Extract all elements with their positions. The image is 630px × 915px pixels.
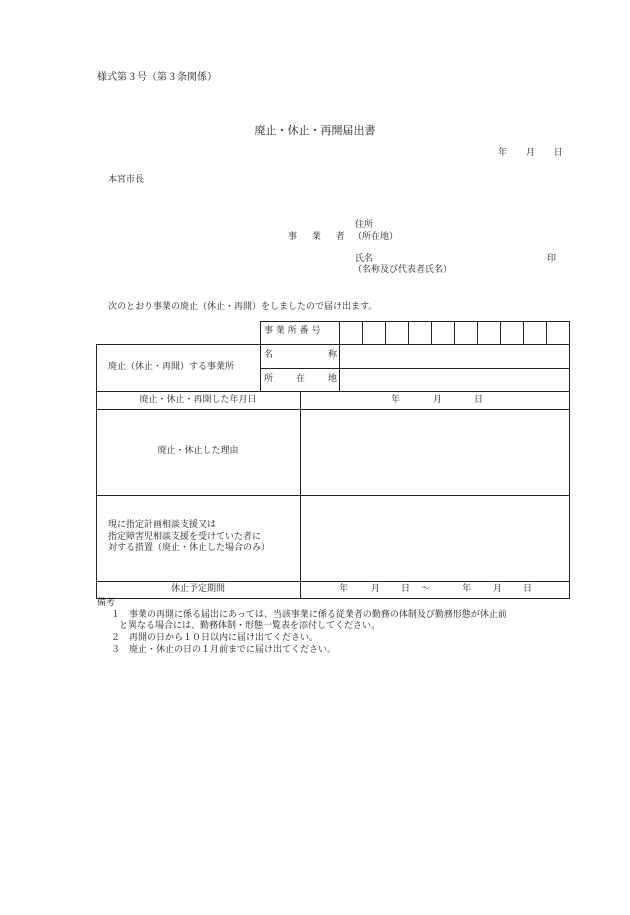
note-1-continued: と異なる場合には、勤務体制・形態一覧表を添付してください。	[119, 621, 381, 632]
note-2: ２ 再開の日から１０日以内に届け出てください。	[111, 633, 319, 644]
period-from-year: 年	[339, 584, 349, 594]
event-date-year: 年	[391, 395, 401, 405]
table-line	[569, 321, 570, 599]
office-group-label: 廃止（休止・再開）する事業所	[108, 362, 235, 372]
seal-mark: 印	[547, 254, 557, 264]
office-number-box-divider	[477, 321, 478, 345]
date-row-label: 廃止・休止・再開した年月日	[139, 395, 257, 405]
office-number-box-divider	[431, 321, 432, 345]
event-date-day: 日	[474, 395, 484, 405]
table-line	[96, 344, 569, 345]
office-location-label: 所	[264, 374, 274, 384]
table-line	[96, 495, 569, 496]
office-number-label: 事 業 所 番 号	[264, 326, 321, 336]
note-3: ３ 廃止・休止の日の１月前までに届け出てください。	[111, 644, 337, 655]
period-to-day: 日	[523, 584, 533, 594]
period-from-day: 日	[401, 584, 411, 594]
event-date-month: 月	[433, 395, 443, 405]
reason-label: 廃止・休止した理由	[157, 446, 239, 456]
office-number-box-divider	[546, 321, 547, 345]
measures-label: 現に指定計画相談支援又は 指定障害児相談支援を受けていた者に 対する措置（廃止・休止した場合のみ）	[108, 520, 271, 554]
table-line	[339, 321, 340, 392]
office-number-box-divider	[408, 321, 409, 345]
table-line	[96, 581, 569, 582]
applicant-role-label: 事 業 者	[288, 232, 351, 242]
address-sub-label: （所在地）	[353, 232, 399, 242]
address-label: 住所	[355, 220, 374, 230]
table-line	[260, 321, 261, 392]
period-to-year: 年	[462, 584, 472, 594]
office-number-box-divider	[454, 321, 455, 345]
office-name-label: 名	[264, 350, 274, 360]
office-name-label-end: 称	[328, 350, 338, 360]
submission-date	[498, 148, 579, 159]
suspension-period-label: 休止予定期間	[170, 584, 225, 594]
notes-heading: 備考	[97, 598, 116, 608]
date-month-label: 月	[525, 148, 535, 158]
office-number-box-divider	[362, 321, 363, 345]
intro-text: 次のとおり事業の廃止（休止・再開）をしましたので届け出ます。	[108, 302, 378, 312]
office-location-label-mid: 在	[296, 374, 306, 384]
table-line	[96, 409, 569, 410]
office-number-box-divider	[523, 321, 524, 345]
period-to-month: 月	[493, 584, 503, 594]
table-line	[260, 368, 569, 369]
date-year-label: 年	[498, 148, 508, 158]
period-from-month: 月	[371, 584, 381, 594]
table-line	[96, 391, 569, 392]
table-line	[300, 391, 301, 599]
date-day-label: 日	[553, 148, 563, 158]
form-title: 廃止・休止・再開届出書	[254, 124, 376, 137]
note-1: １ 事業の再開に係る届出にあっては、当該事業に係る従業者の勤務の体制及び勤務形態が休止前	[111, 609, 507, 620]
form-number: 様式第３号（第３条関係）	[97, 72, 217, 83]
period-separator: ～	[421, 584, 431, 594]
office-number-box-divider	[385, 321, 386, 345]
addressee: 本宮市長	[108, 175, 145, 185]
notes-section	[97, 598, 507, 656]
office-number-box-divider	[500, 321, 501, 345]
name-sub-label: （名称及び代表者氏名）	[353, 265, 453, 275]
office-location-label-end: 地	[328, 374, 338, 384]
name-label: 氏名	[355, 254, 374, 264]
table-line	[96, 344, 97, 599]
